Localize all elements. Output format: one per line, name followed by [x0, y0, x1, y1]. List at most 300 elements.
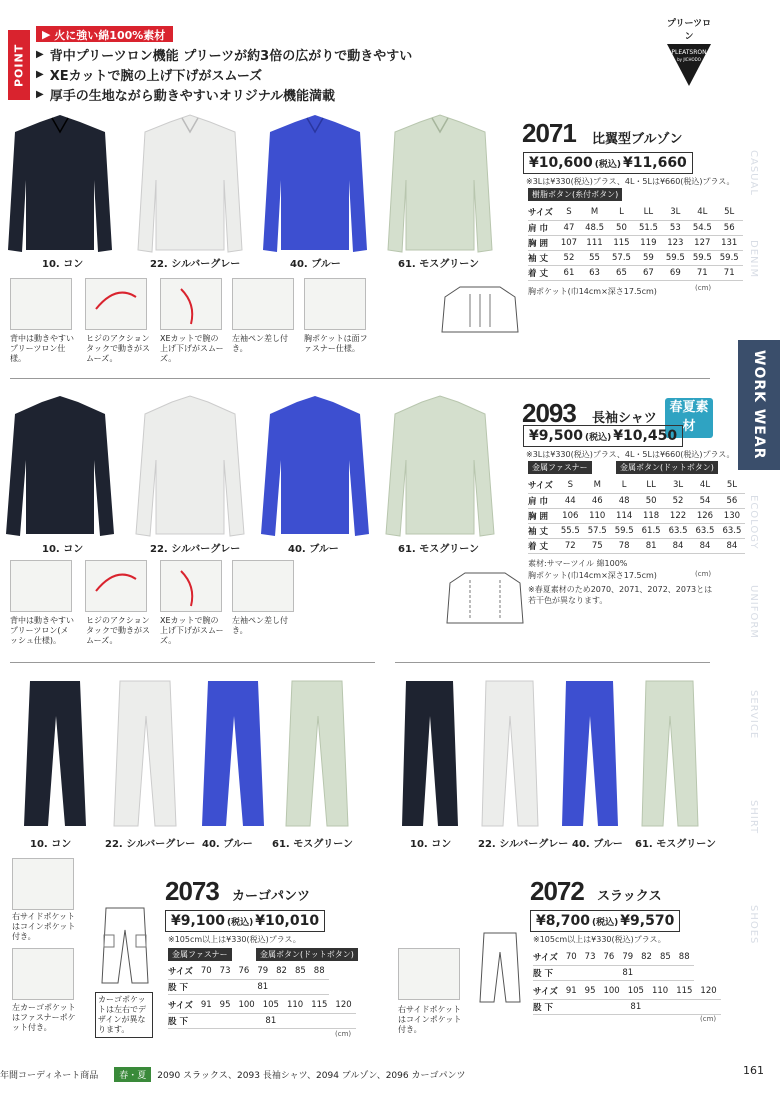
detail-photo-elbow	[85, 560, 147, 612]
point-bullet-text: 背中プリーツロン機能 プリーツが約3倍の広がりで動きやすい	[49, 49, 413, 64]
tax-label-2072: 税込	[596, 917, 615, 928]
point-bullet-1: ▶ 背中プリーツロン機能 プリーツが約3倍の広がりで動きやすい	[36, 45, 412, 64]
detail-photo-pocket	[304, 278, 366, 330]
size-table-2073-b	[168, 998, 356, 1029]
tag-2093-button: 金属ボタン(ドットボタン)	[616, 461, 718, 474]
size-cell	[675, 965, 694, 980]
detail-photo-pen	[232, 560, 294, 612]
size-cell: 114	[611, 508, 638, 523]
size-cell: 63.5	[665, 523, 692, 538]
size-row-label: 股 下	[533, 999, 562, 1014]
size-cell: 73	[581, 950, 600, 965]
tax-label-2071: 税込	[598, 159, 617, 170]
size-row	[528, 493, 745, 508]
size-cell	[197, 979, 216, 994]
slacks-sketch	[478, 930, 523, 1005]
size-cell: 111	[581, 235, 608, 250]
detail-caption-pocket: 胸ポケットは面ファスナー仕様。	[304, 334, 368, 353]
detail-caption-back: 背中は動きやすいプリーツロン(メッシュ仕様)。	[10, 616, 74, 645]
side-ghost-denim: DENIM	[748, 240, 759, 279]
size-cell: M	[584, 478, 611, 493]
footer-bar	[0, 1064, 780, 1084]
size-cell: 67	[635, 265, 662, 280]
color-label-navy: 10. コン	[42, 544, 84, 555]
size-table-2093	[528, 478, 745, 554]
size-row-label: サイズ	[168, 964, 197, 979]
size-cell: 52	[557, 250, 581, 265]
size-cell: 48	[611, 493, 638, 508]
size-cell: 126	[692, 508, 719, 523]
size-cell: 106	[557, 508, 584, 523]
color-label-silver: 22. シルバーグレー	[150, 544, 241, 555]
logo-by: by JICHODO	[677, 57, 701, 62]
size-cell: 110	[283, 998, 307, 1013]
tag-2093-zip: 金属ファスナー	[528, 461, 592, 474]
detail-photo-back	[10, 278, 72, 330]
size-cell: 70	[562, 950, 581, 965]
size-row-label: サイズ	[528, 205, 557, 220]
size-row	[528, 538, 745, 553]
size-row-label: サイズ	[533, 950, 562, 965]
color-label-blue: 40. ブルー	[572, 839, 623, 850]
size-cell: 100	[234, 998, 258, 1013]
color-label-moss: 61. モスグリーン	[398, 544, 479, 555]
tag-2073-button: 金属ボタン(ドットボタン)	[256, 948, 358, 961]
size-cell	[672, 999, 696, 1014]
size-cell: 88	[310, 964, 329, 979]
size-cell: 51.5	[635, 220, 662, 235]
point-bullet-text: XEカットで腕の上げ下げがスムーズ	[49, 69, 263, 84]
note-2093: ※3Lは¥330(税込)プラス、4L・5Lは¥660(税込)プラス。	[526, 450, 735, 459]
product-name-2072: スラックス	[597, 889, 662, 904]
detail-caption-slacks-coin: 右サイドポケットはコインポケット付き。	[398, 1005, 462, 1034]
size-cell: 59	[635, 250, 662, 265]
color-label-blue: 40. ブルー	[290, 259, 341, 270]
detail-photo-coin-pocket	[12, 858, 74, 910]
slacks-blue	[562, 681, 618, 826]
size-cell: 50	[638, 493, 665, 508]
size-cell: 65	[608, 265, 635, 280]
size-cell: 63.5	[718, 523, 745, 538]
detail-photo-xecut	[160, 560, 222, 612]
size-cell: 95	[216, 998, 235, 1013]
side-ghost-ecology: ECOLOGY	[748, 495, 759, 550]
price-2073: ¥9,100	[171, 913, 226, 929]
size-cell: 63.5	[692, 523, 719, 538]
pocket-2093: 胸ポケット(巾14cm×深さ17.5cm)	[528, 571, 657, 580]
size-cell: 53	[662, 220, 689, 235]
material-2093: 素材:サマーツイル 綿100%	[528, 559, 628, 568]
tag-2073-zip: 金属ファスナー	[168, 948, 232, 961]
detail-caption-back: 背中は動きやすいプリーツロン仕様。	[10, 334, 74, 363]
size-row-label: 股 下	[533, 965, 562, 980]
size-cell: 127	[689, 235, 716, 250]
size-cell: 71	[689, 265, 716, 280]
tax-label-2073: 税込	[231, 917, 250, 928]
detail-photo-slacks-coin	[398, 948, 460, 1000]
unit-2073: (cm)	[335, 1030, 352, 1038]
size-cell: 59.5	[716, 250, 743, 265]
color-label-blue: 40. ブルー	[288, 544, 339, 555]
size-row	[528, 265, 743, 280]
size-cell: 47	[557, 220, 581, 235]
size-cell	[310, 979, 329, 994]
size-row-label: 着 丈	[528, 538, 557, 553]
size-cell: 82	[272, 964, 291, 979]
size-row	[533, 999, 721, 1014]
detail-photo-back-mesh	[10, 560, 72, 612]
size-cell: 4L	[692, 478, 719, 493]
size-cell: 76	[234, 964, 253, 979]
size-cell: 52	[665, 493, 692, 508]
size-cell: LL	[638, 478, 665, 493]
size-cell: 72	[557, 538, 584, 553]
size-cell: 79	[618, 950, 637, 965]
divider-2a	[10, 662, 375, 663]
work-wear-tab[interactable]: WORK WEAR	[738, 340, 780, 470]
cargo-sketch	[98, 905, 153, 985]
size-cell: 54	[692, 493, 719, 508]
footer-left: 年間コーディネート商品	[0, 1070, 99, 1081]
slacks-navy	[402, 681, 458, 826]
detail-caption-elbow: ヒジのアクションタックで動きがスムーズ。	[86, 334, 150, 363]
size-row	[528, 508, 745, 523]
size-cell: 91	[197, 998, 216, 1013]
size-row-label: 肩 巾	[528, 220, 557, 235]
point-bullet-text: 厚手の生地ながら動きやすいオリジナル機能満載	[49, 89, 336, 104]
blouson-navy	[8, 115, 112, 252]
color-label-moss: 61. モスグリーン	[398, 259, 479, 270]
side-ghost-service: SERVICE	[748, 690, 759, 740]
footer-season-tag: 春・夏	[114, 1067, 151, 1082]
size-cell: 100	[599, 984, 623, 999]
tag-2071: 樹脂ボタン(糸付ボタン)	[528, 188, 622, 201]
size-cell: 59.5	[611, 523, 638, 538]
spring-note-2093: ※春夏素材のため2070、2071、2072、2073とは若干色が異なります。	[528, 585, 713, 605]
pleatsron-logo	[665, 16, 713, 76]
size-cell	[234, 1013, 258, 1028]
detail-photo-cargo-zip	[12, 948, 74, 1000]
size-cell: 81	[638, 538, 665, 553]
detail-photo-xecut	[160, 278, 222, 330]
size-table-2073-a	[168, 964, 329, 995]
price-2093: ¥9,500	[529, 428, 584, 444]
product-code-2093: 2093	[522, 398, 576, 428]
side-ghost-uniform: UNIFORM	[748, 585, 759, 639]
color-label-moss: 61. モスグリーン	[635, 839, 716, 850]
size-cell	[307, 1013, 331, 1028]
color-label-moss: 61. モスグリーン	[272, 839, 353, 850]
size-cell: 55.5	[557, 523, 584, 538]
detail-caption-coin: 右サイドポケットはコインポケット付き。	[12, 912, 76, 941]
detail-caption-xecut: XEカットで腕の上げ下げがスムーズ。	[160, 616, 224, 645]
product-name-2093: 長袖シャツ	[592, 411, 657, 426]
shirt-blue	[261, 396, 369, 536]
size-cell: 85	[291, 964, 310, 979]
logo-sub: PLEATSRON	[671, 49, 707, 56]
size-cell: 57.5	[608, 250, 635, 265]
size-cell: S	[557, 478, 584, 493]
size-cell	[216, 1013, 235, 1028]
product-name-2071: 比翼型ブルゾン	[592, 132, 683, 147]
size-cell: 110	[584, 508, 611, 523]
size-cell: 61	[557, 265, 581, 280]
size-cell: 123	[662, 235, 689, 250]
point-bullet-3: ▶ 厚手の生地ながら動きやすいオリジナル機能満載	[36, 85, 335, 104]
size-cell: 120	[331, 998, 355, 1013]
slacks-garments	[398, 676, 708, 831]
cargo-silver	[114, 681, 176, 826]
size-cell: 107	[557, 235, 581, 250]
side-ghost-casual: CASUAL	[748, 150, 759, 196]
size-cell: 120	[696, 984, 720, 999]
cargo-navy	[24, 681, 86, 826]
detail-caption-cargo: 左カーゴポケットはファスナーポケット付き。	[12, 1003, 76, 1032]
size-cell	[291, 979, 310, 994]
size-row-label: 肩 巾	[528, 493, 557, 508]
size-row-label: 胸 囲	[528, 235, 557, 250]
size-cell: 115	[307, 998, 331, 1013]
divider-2b	[395, 662, 710, 663]
blouson-silver	[138, 115, 242, 252]
color-label-navy: 10. コン	[30, 839, 72, 850]
size-cell	[562, 965, 581, 980]
size-cell: 57.5	[584, 523, 611, 538]
unit-2072: (cm)	[700, 1015, 717, 1023]
size-cell	[331, 1013, 355, 1028]
color-label-silver: 22. シルバーグレー	[150, 259, 241, 270]
slacks-silver	[482, 681, 538, 826]
size-row-label: サイズ	[528, 478, 557, 493]
footer-items: 2090 スラックス、2093 長袖シャツ、2094 ブルゾン、2096 カーゴパンツ	[157, 1070, 466, 1081]
size-cell: 105	[259, 998, 283, 1013]
size-cell: 70	[197, 964, 216, 979]
size-row	[168, 964, 329, 979]
size-cell: 59.5	[689, 250, 716, 265]
note-2071: ※3Lは¥330(税込)プラス、4L・5Lは¥660(税込)プラス。	[526, 177, 735, 186]
size-cell	[234, 979, 253, 994]
size-cell: 75	[584, 538, 611, 553]
price-2072: ¥8,700	[536, 913, 591, 929]
unit-2093: (cm)	[695, 570, 712, 578]
price-box-2071: ¥10,600 (税込) ¥11,660	[523, 152, 693, 174]
color-label-navy: 10. コン	[410, 839, 452, 850]
size-cell: 82	[637, 950, 656, 965]
size-cell: M	[581, 205, 608, 220]
detail-caption-pen: 左袖ペン差し付き。	[232, 334, 288, 353]
size-cell: 56	[718, 493, 745, 508]
size-cell: 5L	[716, 205, 743, 220]
size-row	[528, 478, 745, 493]
note-2072: ※105cm以上は¥330(税込)プラス。	[533, 935, 666, 944]
size-cell: 46	[584, 493, 611, 508]
side-ghost-shoes: SHOES	[748, 905, 759, 945]
size-cell: 5L	[718, 478, 745, 493]
size-cell: 95	[581, 984, 600, 999]
blouson-back-sketch	[440, 282, 520, 337]
detail-photo-elbow	[85, 278, 147, 330]
size-row-label: 股 下	[168, 1013, 197, 1028]
size-cell: 56	[716, 220, 743, 235]
product-code-2073: 2073	[165, 876, 219, 906]
size-cell: 69	[662, 265, 689, 280]
logo-text: プリーツロン	[666, 19, 712, 42]
product-name-2073: カーゴパンツ	[232, 889, 311, 904]
size-cell	[562, 999, 581, 1014]
size-cell: 3L	[662, 205, 689, 220]
size-row	[528, 523, 745, 538]
size-table-2072-b	[533, 984, 721, 1015]
logo-triangle-icon	[665, 42, 713, 90]
size-row	[168, 998, 356, 1013]
tax-label-2093: 税込	[589, 432, 608, 443]
pocket-2071: 胸ポケット(巾14cm×深さ17.5cm)	[528, 287, 657, 296]
size-cell: 84	[665, 538, 692, 553]
cargo-garments	[20, 676, 380, 831]
size-row-label: 股 下	[168, 979, 197, 994]
point-label: POINT	[8, 30, 30, 100]
size-row	[533, 984, 721, 999]
color-label-blue: 40. ブルー	[202, 839, 253, 850]
size-row	[168, 1013, 356, 1028]
size-row-label: サイズ	[533, 984, 562, 999]
price-tax-2093: ¥10,450	[613, 428, 678, 444]
size-cell: L	[611, 478, 638, 493]
size-cell: 84	[692, 538, 719, 553]
size-cell: 110	[648, 984, 672, 999]
size-cell: 85	[656, 950, 675, 965]
size-cell: 115	[608, 235, 635, 250]
size-cell: 122	[665, 508, 692, 523]
size-cell: 119	[635, 235, 662, 250]
size-cell: 3L	[665, 478, 692, 493]
size-row-label: 袖 丈	[528, 250, 557, 265]
size-row-label: サイズ	[168, 998, 197, 1013]
size-cell: 81	[253, 979, 272, 994]
size-cell: 88	[675, 950, 694, 965]
price-tax-2071: ¥11,660	[623, 155, 687, 171]
size-cell: 50	[608, 220, 635, 235]
size-cell	[283, 1013, 307, 1028]
size-row-label: 胸 囲	[528, 508, 557, 523]
cargo-moss	[286, 681, 348, 826]
point-headline-text: 火に強い綿100%素材	[54, 28, 166, 42]
size-cell: 4L	[689, 205, 716, 220]
size-cell: 55	[581, 250, 608, 265]
size-cell: 48.5	[581, 220, 608, 235]
shirt-silver	[136, 396, 244, 536]
price-tax-2073: ¥10,010	[255, 913, 320, 929]
detail-caption-pen: 左袖ペン差し付き。	[232, 616, 288, 635]
shirt-back-sketch	[445, 568, 525, 628]
blouson-garments	[5, 110, 505, 260]
size-cell: 44	[557, 493, 584, 508]
size-cell: 63	[581, 265, 608, 280]
detail-caption-xecut: XEカットで腕の上げ下げがスムーズ。	[160, 334, 224, 363]
size-cell	[581, 999, 600, 1014]
slacks-moss	[642, 681, 698, 826]
product-code-2071: 2071	[522, 118, 576, 148]
color-label-navy: 10. コン	[42, 259, 84, 270]
size-cell: 54.5	[689, 220, 716, 235]
price-tax-2072: ¥9,570	[620, 913, 675, 929]
blouson-moss	[388, 115, 492, 252]
size-cell	[272, 979, 291, 994]
size-cell: 84	[718, 538, 745, 553]
size-cell	[696, 999, 720, 1014]
size-row	[533, 950, 694, 965]
size-cell	[599, 999, 623, 1014]
size-cell	[599, 965, 618, 980]
price-2071: ¥10,600	[529, 155, 593, 171]
size-cell: 59.5	[662, 250, 689, 265]
size-row-label: 袖 丈	[528, 523, 557, 538]
side-ghost-shirt: SHIRT	[748, 800, 759, 835]
size-cell: LL	[635, 205, 662, 220]
shirt-navy	[6, 396, 114, 536]
blouson-blue	[263, 115, 367, 252]
size-row	[528, 235, 743, 250]
size-cell: 81	[259, 1013, 283, 1028]
size-cell: 130	[718, 508, 745, 523]
size-cell: 105	[624, 984, 648, 999]
size-cell: 115	[672, 984, 696, 999]
divider-1	[10, 378, 710, 379]
spring-summer-badge: 春夏素材	[665, 398, 713, 438]
price-box-2073: ¥9,100 (税込) ¥10,010	[165, 910, 325, 932]
note-2073: ※105cm以上は¥330(税込)プラス。	[168, 935, 301, 944]
size-cell: 81	[624, 999, 648, 1014]
color-label-silver: 22. シルバーグレー	[105, 839, 196, 850]
size-cell	[197, 1013, 216, 1028]
size-cell: L	[608, 205, 635, 220]
size-cell: 78	[611, 538, 638, 553]
size-cell: 61.5	[638, 523, 665, 538]
point-headline: ▶ 火に強い綿100%素材	[36, 26, 173, 42]
price-box-2072: ¥8,700 (税込) ¥9,570	[530, 910, 680, 932]
size-table-2071	[528, 205, 743, 281]
unit-2071: (cm)	[695, 284, 712, 292]
cargo-blue	[202, 681, 264, 826]
cargo-note: カーゴポケットは左右でデザインが異なります。	[95, 992, 153, 1038]
detail-photo-pen	[232, 278, 294, 330]
size-cell	[216, 979, 235, 994]
size-row-label: 着 丈	[528, 265, 557, 280]
size-cell: 118	[638, 508, 665, 523]
point-bullet-2: ▶ XEカットで腕の上げ下げがスムーズ	[36, 65, 262, 84]
size-cell: 71	[716, 265, 743, 280]
size-cell: 81	[618, 965, 637, 980]
size-cell	[656, 965, 675, 980]
color-label-silver: 22. シルバーグレー	[478, 839, 569, 850]
product-code-2072: 2072	[530, 876, 584, 906]
shirt-moss	[386, 396, 494, 536]
price-box-2093: ¥9,500 (税込) ¥10,450	[523, 425, 683, 447]
size-cell	[581, 965, 600, 980]
size-cell: 76	[599, 950, 618, 965]
size-row	[168, 979, 329, 994]
size-row	[528, 220, 743, 235]
detail-caption-elbow: ヒジのアクションタックで動きがスムーズ。	[86, 616, 150, 645]
size-cell: 73	[216, 964, 235, 979]
size-cell: 79	[253, 964, 272, 979]
size-cell	[637, 965, 656, 980]
page-number: 161	[743, 1064, 764, 1077]
size-cell: 91	[562, 984, 581, 999]
size-row	[528, 205, 743, 220]
size-cell: 131	[716, 235, 743, 250]
shirt-garments	[5, 392, 505, 542]
